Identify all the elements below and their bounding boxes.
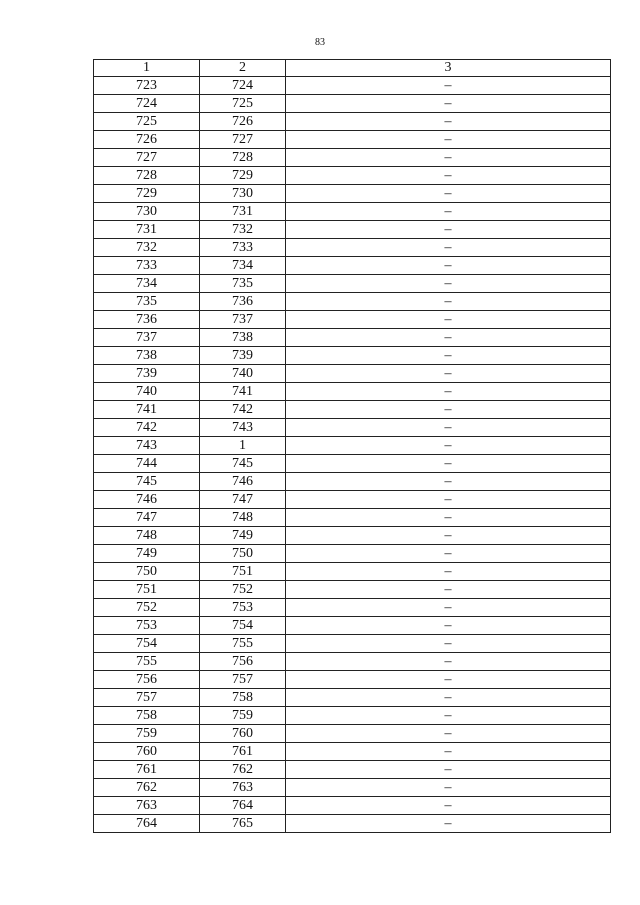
table-body [94, 77, 611, 833]
table-cell-col-3: – [286, 743, 611, 761]
table-row [94, 743, 611, 761]
table-cell-col-3: – [286, 797, 611, 815]
table-cell-col-3: – [286, 401, 611, 419]
table-cell-col-1: 750 [94, 563, 200, 581]
table-row [94, 797, 611, 815]
table-cell-col-2: 763 [200, 779, 286, 797]
table-cell-col-2: 761 [200, 743, 286, 761]
table-cell-col-1: 729 [94, 185, 200, 203]
table-row [94, 563, 611, 581]
table-cell-col-3: – [286, 239, 611, 257]
table-cell-col-3: – [286, 437, 611, 455]
table-row [94, 527, 611, 545]
table-cell-col-1: 741 [94, 401, 200, 419]
table-cell-col-2: 727 [200, 131, 286, 149]
table-cell-col-2: 746 [200, 473, 286, 491]
table-cell-col-3: – [286, 491, 611, 509]
table-cell-col-1: 752 [94, 599, 200, 617]
table-cell-col-3: – [286, 149, 611, 167]
column-header-1: 1 [94, 60, 200, 77]
table-row [94, 707, 611, 725]
table-cell-col-1: 724 [94, 95, 200, 113]
table-cell-col-1: 751 [94, 581, 200, 599]
table-row [94, 311, 611, 329]
table-row [94, 545, 611, 563]
table-header [94, 60, 611, 77]
table-cell-col-3: – [286, 275, 611, 293]
table-cell-col-2: 734 [200, 257, 286, 275]
table-cell-col-3: – [286, 203, 611, 221]
table-cell-col-2: 751 [200, 563, 286, 581]
table-cell-col-3: – [286, 329, 611, 347]
table-cell-col-1: 754 [94, 635, 200, 653]
table-cell-col-3: – [286, 509, 611, 527]
table-cell-col-2: 740 [200, 365, 286, 383]
table-cell-col-1: 733 [94, 257, 200, 275]
table-row [94, 689, 611, 707]
table-cell-col-2: 741 [200, 383, 286, 401]
table-cell-col-3: – [286, 473, 611, 491]
table-row [94, 329, 611, 347]
table-cell-col-3: – [286, 113, 611, 131]
table-cell-col-1: 749 [94, 545, 200, 563]
table-cell-col-3: – [286, 779, 611, 797]
table-row [94, 383, 611, 401]
table-cell-col-1: 745 [94, 473, 200, 491]
table-cell-col-3: – [286, 167, 611, 185]
column-header-2: 2 [200, 60, 286, 77]
table-cell-col-1: 734 [94, 275, 200, 293]
table-cell-col-1: 740 [94, 383, 200, 401]
table-cell-col-1: 763 [94, 797, 200, 815]
table-cell-col-3: – [286, 185, 611, 203]
table-cell-col-2: 725 [200, 95, 286, 113]
table-row [94, 419, 611, 437]
table-cell-col-2: 733 [200, 239, 286, 257]
table-row [94, 95, 611, 113]
table-cell-col-2: 760 [200, 725, 286, 743]
table-cell-col-1: 747 [94, 509, 200, 527]
table-cell-col-1: 757 [94, 689, 200, 707]
table-cell-col-1: 732 [94, 239, 200, 257]
table-cell-col-3: – [286, 617, 611, 635]
table-row [94, 779, 611, 797]
table-row [94, 581, 611, 599]
table-cell-col-1: 731 [94, 221, 200, 239]
table-cell-col-2: 729 [200, 167, 286, 185]
table-cell-col-3: – [286, 581, 611, 599]
table-cell-col-2: 752 [200, 581, 286, 599]
table-cell-col-3: – [286, 725, 611, 743]
table-row [94, 239, 611, 257]
table-cell-col-2: 728 [200, 149, 286, 167]
table-row [94, 149, 611, 167]
table-cell-col-1: 746 [94, 491, 200, 509]
table-cell-col-3: – [286, 419, 611, 437]
table-row [94, 221, 611, 239]
table-row [94, 293, 611, 311]
table-cell-col-3: – [286, 545, 611, 563]
table-cell-col-2: 753 [200, 599, 286, 617]
table-cell-col-2: 747 [200, 491, 286, 509]
table-cell-col-1: 725 [94, 113, 200, 131]
table-cell-col-3: – [286, 707, 611, 725]
table-cell-col-1: 737 [94, 329, 200, 347]
table-header-row [94, 60, 611, 77]
table-cell-col-3: – [286, 95, 611, 113]
table-cell-col-3: – [286, 689, 611, 707]
table-cell-col-3: – [286, 671, 611, 689]
table-cell-col-3: – [286, 635, 611, 653]
table-cell-col-3: – [286, 221, 611, 239]
table-cell-col-1: 739 [94, 365, 200, 383]
table-cell-col-3: – [286, 347, 611, 365]
table-cell-col-1: 755 [94, 653, 200, 671]
table-cell-col-1: 723 [94, 77, 200, 95]
table-row [94, 635, 611, 653]
table-cell-col-2: 759 [200, 707, 286, 725]
table-cell-col-2: 743 [200, 419, 286, 437]
table-cell-col-3: – [286, 383, 611, 401]
table-cell-col-2: 756 [200, 653, 286, 671]
table-cell-col-3: – [286, 815, 611, 833]
table-cell-col-2: 757 [200, 671, 286, 689]
table-cell-col-3: – [286, 599, 611, 617]
table-cell-col-2: 724 [200, 77, 286, 95]
table-cell-col-2: 730 [200, 185, 286, 203]
table-row [94, 275, 611, 293]
table-row [94, 491, 611, 509]
table-cell-col-1: 744 [94, 455, 200, 473]
page-number: 83 [315, 37, 325, 48]
table-cell-col-2: 749 [200, 527, 286, 545]
table-row [94, 761, 611, 779]
table-row [94, 509, 611, 527]
table-cell-col-1: 748 [94, 527, 200, 545]
table-cell-col-1: 730 [94, 203, 200, 221]
table-cell-col-1: 760 [94, 743, 200, 761]
table-row [94, 599, 611, 617]
table-row [94, 347, 611, 365]
table-cell-col-2: 758 [200, 689, 286, 707]
table-row [94, 725, 611, 743]
table-cell-col-1: 726 [94, 131, 200, 149]
table-cell-col-1: 753 [94, 617, 200, 635]
table-row [94, 131, 611, 149]
table-cell-col-3: – [286, 653, 611, 671]
table-row [94, 167, 611, 185]
table-cell-col-1: 728 [94, 167, 200, 185]
table-cell-col-2: 748 [200, 509, 286, 527]
table-cell-col-1: 756 [94, 671, 200, 689]
table-row [94, 815, 611, 833]
table-cell-col-2: 754 [200, 617, 286, 635]
table-cell-col-3: – [286, 131, 611, 149]
table-cell-col-2: 726 [200, 113, 286, 131]
table-cell-col-2: 765 [200, 815, 286, 833]
table-cell-col-2: 750 [200, 545, 286, 563]
table-row [94, 203, 611, 221]
table-cell-col-3: – [286, 455, 611, 473]
table-row [94, 617, 611, 635]
table-cell-col-1: 727 [94, 149, 200, 167]
table-cell-col-2: 737 [200, 311, 286, 329]
table-cell-col-1: 742 [94, 419, 200, 437]
table-cell-col-2: 736 [200, 293, 286, 311]
table-row [94, 185, 611, 203]
table-row [94, 113, 611, 131]
table-cell-col-2: 762 [200, 761, 286, 779]
column-header-3: 3 [286, 60, 611, 77]
table-cell-col-3: – [286, 761, 611, 779]
table-cell-col-1: 762 [94, 779, 200, 797]
table-cell-col-1: 761 [94, 761, 200, 779]
table-cell-col-1: 743 [94, 437, 200, 455]
table-row [94, 437, 611, 455]
table-row [94, 365, 611, 383]
table-cell-col-3: – [286, 563, 611, 581]
table-cell-col-3: – [286, 257, 611, 275]
table-cell-col-1: 758 [94, 707, 200, 725]
table-cell-col-3: – [286, 365, 611, 383]
table-cell-col-1: 735 [94, 293, 200, 311]
table-cell-col-3: – [286, 527, 611, 545]
table-cell-col-2: 732 [200, 221, 286, 239]
table-cell-col-1: 736 [94, 311, 200, 329]
table-row [94, 455, 611, 473]
table-cell-col-1: 738 [94, 347, 200, 365]
table-row [94, 473, 611, 491]
table-cell-col-3: – [286, 77, 611, 95]
table-cell-col-2: 739 [200, 347, 286, 365]
table-cell-col-3: – [286, 311, 611, 329]
table-cell-col-2: 755 [200, 635, 286, 653]
table-cell-col-1: 764 [94, 815, 200, 833]
table-row [94, 77, 611, 95]
data-table [93, 59, 611, 833]
table-cell-col-3: – [286, 293, 611, 311]
table-row [94, 257, 611, 275]
table-cell-col-2: 742 [200, 401, 286, 419]
table-cell-col-2: 1 [200, 437, 286, 455]
table-cell-col-2: 764 [200, 797, 286, 815]
table-row [94, 671, 611, 689]
table-row [94, 401, 611, 419]
table-cell-col-2: 735 [200, 275, 286, 293]
table-cell-col-1: 759 [94, 725, 200, 743]
table-cell-col-2: 738 [200, 329, 286, 347]
table-row [94, 653, 611, 671]
table-cell-col-2: 731 [200, 203, 286, 221]
table-cell-col-2: 745 [200, 455, 286, 473]
